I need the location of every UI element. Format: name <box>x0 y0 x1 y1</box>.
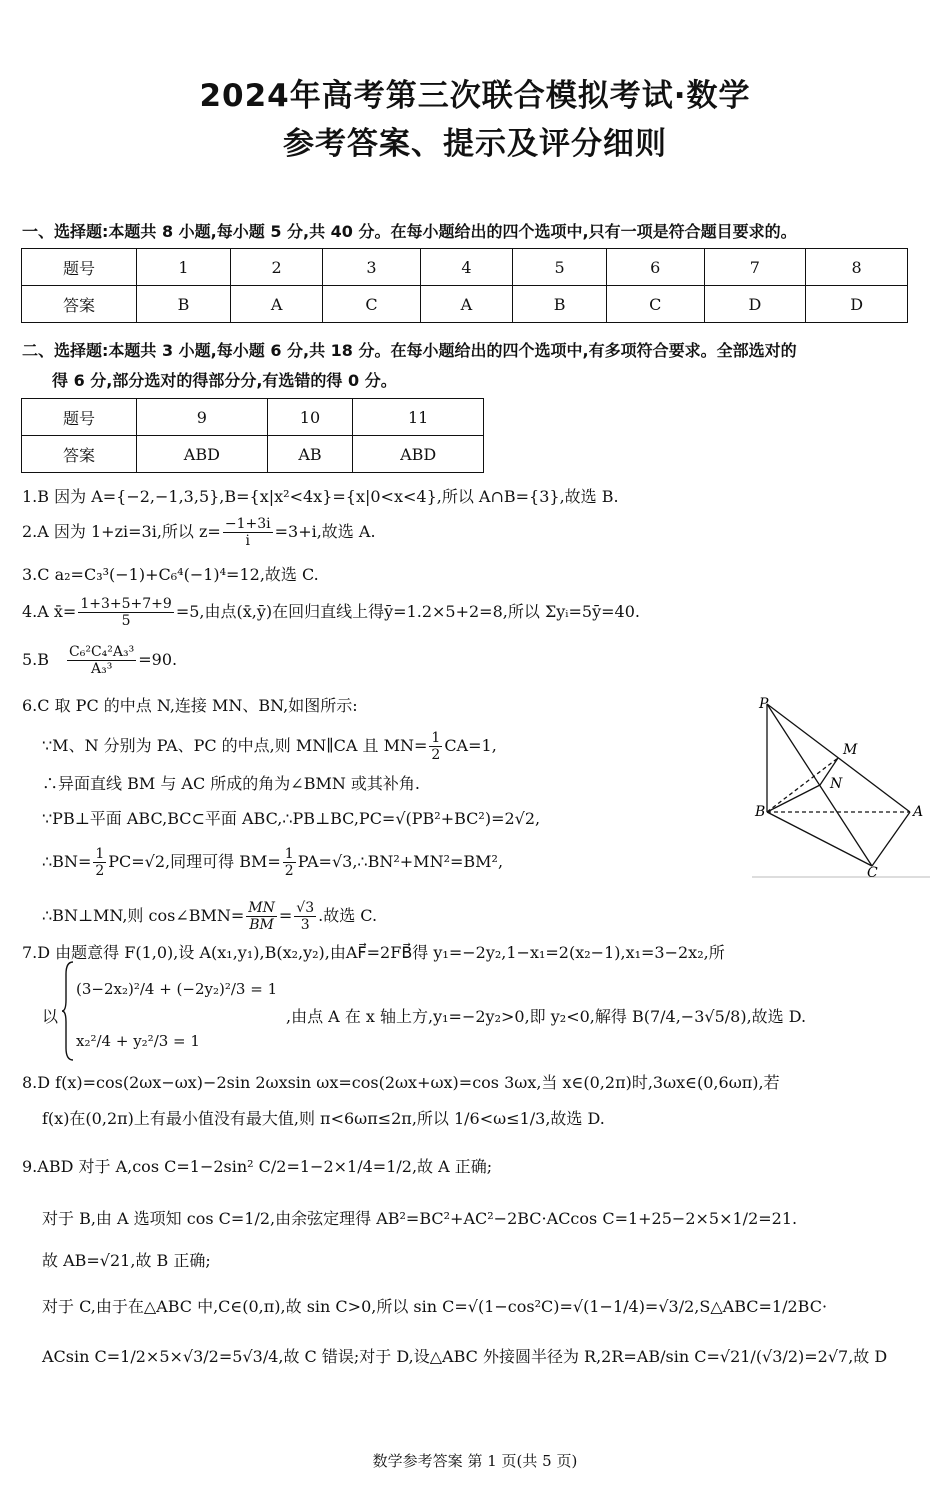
table-cell: 11 <box>353 399 484 436</box>
solution-text: ∴BN= <box>42 852 92 871</box>
solution-text: =90. <box>138 650 178 669</box>
solution-5 <box>22 644 177 677</box>
brace-icon <box>62 960 74 1062</box>
table-cell: 3 <box>323 249 420 286</box>
table-cell: ABD <box>137 436 268 473</box>
denominator: 2 <box>431 747 441 763</box>
denominator: BM <box>249 917 274 933</box>
solution-text: =5,由点(x̄,ȳ)在回归直线上得ȳ=1.2×5+2=8,所以 Σyᵢ=5ȳ=40. <box>175 602 640 621</box>
fraction <box>67 644 136 677</box>
solution-text: ∴BN⊥MN,则 cos∠BMN= <box>42 906 245 925</box>
point-label-c: C <box>867 865 878 880</box>
table-row <box>22 286 908 323</box>
solution-9-line5: ACsin C=1/2×5×√3/2=5√3/4,故 C 错误;对于 D,设△ABC 外接圆半径为 R,2R=AB/sin C=√21/(√3/2)=2√7,故 D <box>42 1347 888 1366</box>
equation-1: (3−2x₂)²/4 + (−2y₂)²/3 = 1 <box>76 980 278 998</box>
solution-6-step <box>42 846 503 879</box>
page-subtitle: 参考答案、提示及评分细则 <box>283 126 667 162</box>
numerator: −1+3i <box>224 516 271 532</box>
answer-table-1 <box>21 248 908 323</box>
table-cell: C <box>323 286 420 323</box>
numerator: 1 <box>95 846 105 862</box>
solution-text: = <box>278 906 293 925</box>
table-cell: 题号 <box>22 399 137 436</box>
section2-heading-line1: 二、选择题:本题共 3 小题,每小题 6 分,共 18 分。在每小题给出的四个选项中,有多项符合要求。全部选对的 <box>22 341 797 360</box>
table-cell: ABD <box>353 436 484 473</box>
solution-9-line1: 9.ABD 对于 A,cos C=1−2sin² C/2=1−2×1/4=1/2,故 A 正确; <box>22 1157 493 1176</box>
solution-7-prefix: 以 <box>42 1007 59 1026</box>
solution-2 <box>22 516 376 549</box>
table-cell: 4 <box>420 249 512 286</box>
numerator: C₆²C₄²A₃³ <box>69 644 135 660</box>
section2-heading-line2: 得 6 分,部分选对的得部分分,有选错的得 0 分。 <box>52 371 397 390</box>
table-row <box>22 249 908 286</box>
table-cell: 答案 <box>22 286 137 323</box>
fraction <box>246 900 277 933</box>
table-row <box>22 436 484 473</box>
table-cell: 6 <box>607 249 704 286</box>
page-title: 2024年高考第三次联合模拟考试·数学 <box>199 78 751 114</box>
fraction <box>223 516 273 549</box>
solution-4 <box>22 596 640 629</box>
solution-6-step <box>42 730 497 763</box>
page-footer: 数学参考答案 第 1 页(共 5 页) <box>372 1452 578 1470</box>
solution-6-step <box>42 900 377 933</box>
numerator: √3 <box>296 900 315 916</box>
solution-text: 4.A x̄= <box>22 602 77 621</box>
solution-3: 3.C a₂=C₃³(−1)+C₆⁴(−1)⁴=12,故选 C. <box>22 565 319 584</box>
fraction <box>78 596 173 629</box>
point-label-p: P <box>759 696 769 712</box>
fraction <box>294 900 316 933</box>
fraction <box>93 846 106 879</box>
solution-text: =3+i,故选 A. <box>274 522 376 541</box>
solution-text: CA=1, <box>444 736 497 755</box>
solution-6-intro: 6.C 取 PC 的中点 N,连接 MN、BN,如图所示: <box>22 696 358 715</box>
section1-heading: 一、选择题:本题共 8 小题,每小题 5 分,共 40 分。在每小题给出的四个选项中,只有一项是符合题目要求的。 <box>22 222 797 241</box>
solution-8-line1: 8.D f(x)=cos(2ωx−ωx)−2sin 2ωxsin ωx=cos(2ωx+ωx)=cos 3ωx,当 x∈(0,2π)时,3ωx∈(0,6ωπ),若 <box>22 1073 780 1092</box>
fraction <box>283 846 296 879</box>
solution-text: 2.A 因为 1+zi=3i,所以 z= <box>22 522 221 541</box>
denominator: 2 <box>284 863 294 879</box>
solution-text: .故选 C. <box>318 906 378 925</box>
table-cell: 1 <box>137 249 231 286</box>
table-cell: A <box>420 286 512 323</box>
solution-9-line3: 故 AB=√21,故 B 正确; <box>42 1251 211 1270</box>
table-row <box>22 399 484 436</box>
table-cell: 2 <box>230 249 322 286</box>
numerator: 1+3+5+7+9 <box>80 596 172 612</box>
table-cell: B <box>513 286 607 323</box>
table-cell: 题号 <box>22 249 137 286</box>
solution-6-step: ∵PB⊥平面 ABC,BC⊂平面 ABC,∴PB⊥BC,PC=√(PB²+BC²)=2√2, <box>42 809 541 828</box>
table-cell: C <box>607 286 704 323</box>
point-label-a: A <box>913 804 924 820</box>
table-cell: 9 <box>137 399 268 436</box>
equation-2: x₂²/4 + y₂²/3 = 1 <box>76 1032 200 1050</box>
point-label-n: N <box>830 776 843 792</box>
table-cell: 答案 <box>22 436 137 473</box>
answer-table-2 <box>21 398 484 473</box>
solution-9-line4: 对于 C,由于在△ABC 中,C∈(0,π),故 sin C>0,所以 sin C=√(1−cos²C)=√(1−1/4)=√3/2,S△ABC=1/2BC· <box>42 1297 828 1316</box>
solution-8-line2: f(x)在(0,2π)上有最小值没有最大值,则 π<6ωπ≤2π,所以 1/6<ω≤1/3,故选 D. <box>42 1109 605 1128</box>
numerator: MN <box>248 900 275 916</box>
solution-9-line2: 对于 B,由 A 选项知 cos C=1/2,由余弦定理得 AB²=BC²+AC²−2BC·ACcos C=1+25−2×5×1/2=21. <box>42 1209 798 1228</box>
table-cell: D <box>704 286 806 323</box>
table-cell: D <box>806 286 908 323</box>
solution-1: 1.B 因为 A={−2,−1,3,5},B={x|x²<4x}={x|0<x<4},所以 A∩B={3},故选 B. <box>22 487 619 506</box>
solution-7-line2: ,由点 A 在 x 轴上方,y₁=−2y₂>0,即 y₂<0,解得 B(7/4,−3√5/8),故选 D. <box>286 1007 807 1026</box>
solution-text: PC=√2,同理可得 BM= <box>108 852 281 871</box>
solution-6-step: ∴异面直线 BM 与 AC 所成的角为∠BMN 或其补角. <box>42 774 421 793</box>
solution-text: PA=√3,∴BN²+MN²=BM², <box>297 852 504 871</box>
table-cell: B <box>137 286 231 323</box>
table-cell: 10 <box>267 399 353 436</box>
denominator: 5 <box>121 613 131 629</box>
point-label-m: M <box>843 742 858 758</box>
point-label-b: B <box>755 804 766 820</box>
denominator: 3 <box>300 917 310 933</box>
denominator: 2 <box>95 863 105 879</box>
numerator: 1 <box>431 730 441 746</box>
fraction <box>429 730 442 763</box>
table-cell: AB <box>267 436 353 473</box>
table-cell: 5 <box>513 249 607 286</box>
denominator: i <box>245 533 250 549</box>
solution-text: 5.B <box>22 650 50 669</box>
denominator: A₃³ <box>90 661 113 677</box>
solution-7-line1: 7.D 由题意得 F(1,0),设 A(x₁,y₁),B(x₂,y₂),由AF⃗=2FB⃗得 y₁=−2y₂,1−x₁=2(x₂−1),x₁=3−2x₂,所 <box>22 943 725 962</box>
table-cell: A <box>230 286 322 323</box>
table-cell: 7 <box>704 249 806 286</box>
geometry-figure <box>752 694 932 880</box>
solution-text: ∵M、N 分别为 PA、PC 的中点,则 MN∥CA 且 MN= <box>42 736 428 755</box>
table-cell: 8 <box>806 249 908 286</box>
numerator: 1 <box>284 846 294 862</box>
